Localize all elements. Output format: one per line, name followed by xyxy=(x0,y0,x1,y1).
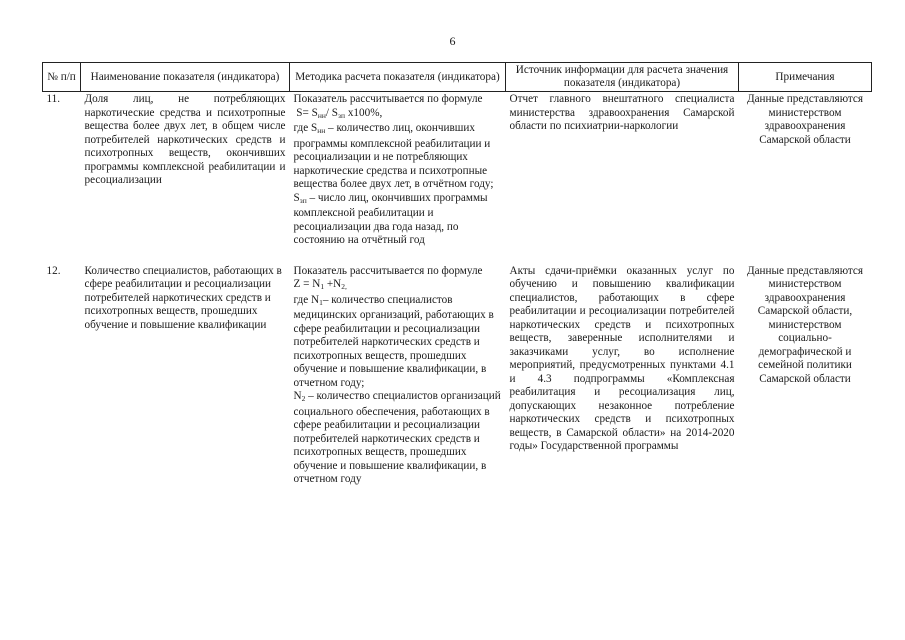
formula: $Z = N_1 +N_{2,}$ xyxy=(293,278,347,291)
table-header-row xyxy=(43,63,872,92)
table-row xyxy=(43,92,872,248)
notes: Данные представляются министерством здравоохранения Самарской области, министерством социально-демографической и семейной политики Самарской области xyxy=(746,264,864,385)
header-notes: Примечания xyxy=(739,63,872,92)
calc-method xyxy=(290,92,506,248)
formula: $S= S_{нн}/$ $S_{зп}$ x100%, xyxy=(296,106,383,120)
method-intro: Показатель рассчитывается по формуле xyxy=(293,93,483,105)
header-method: Методика расчета показателя (индикатора) xyxy=(290,63,506,92)
formula-definition: где $N_1-$ количество специалистов медицинских организаций, работающих в сфере реабилитации и ресоциализации потребителей наркотических средств и психотропных веществ, прошедших обучение и повышение квалификации, в отчетном году; xyxy=(293,293,494,389)
calc-method xyxy=(290,264,506,487)
row-num: 11. xyxy=(46,93,61,105)
row-spacer xyxy=(43,248,872,264)
formula-definition: $N_2$ – количество специалистов организаций социального обеспечения, работающих в сфере реабилитации и ресоциализации потребителей наркотических средств и психотропных веществ, прошедших обучение и повышение квалификации, в отчетном году xyxy=(293,390,501,485)
header-num: № п/п xyxy=(43,63,81,92)
notes: Данные представляются министерством здравоохранения Самарской области xyxy=(746,93,864,146)
indicator-table xyxy=(42,62,872,487)
indicator-name: Количество специалистов, работающих в сфере реабилитации и ресоциализации потребителей наркотических средств и психотропных веществ, прошедших обучение и повышение квалификации xyxy=(84,264,282,331)
formula-definition: $S_{зп}$ – число лиц, окончивших программы комплексной реабилитации и ресоциализации два года назад, по состоянию на отчётный год xyxy=(293,191,488,246)
formula-definition: где $S_{нн}$ – количество лиц, окончивших программы комплексной реабилитации и ресоциализации и не потребляющих наркотические средства и психотропные вещества более двух лет, в отчётном году; xyxy=(293,122,494,190)
page-number: 6 xyxy=(449,34,456,48)
header-source: Источник информации для расчета значения показателя (индикатора) xyxy=(506,63,739,92)
info-source: Отчет главного внештатного специалиста министерства здравоохранения Самарской области по психиатрии-наркологии xyxy=(509,93,735,132)
method-intro: Показатель рассчитывается по формуле xyxy=(293,264,483,277)
row-num: 12. xyxy=(46,264,61,277)
table-row xyxy=(43,264,872,487)
indicator-name: Доля лиц, не потребляющих наркотические средства и психотропные вещества более двух лет, в общем числе потребителей наркотических средств и психотропных веществ, окончивших программы комплексной реабилитации и ресоциализации xyxy=(84,93,286,186)
info-source: Акты сдачи-приёмки оказанных услуг по обучению и повышению квалификации специалистов, работающих в сфере реабилитации и ресоциализации потребителей наркотических средств и психотропных веществ, заверенные исполнителями и заказчиками услуг, во исполнение мероприятий, предусмотренных пунктами 4.1 и 4.3 подпрограммы «Комплексная реабилитация и ресоциализация лиц, допускающих незаконное потребление наркотических средств и психотропных веществ, в Самарской области» на 2014-2020 годы» Государственной программы xyxy=(509,264,735,452)
header-name: Наименование показателя (индикатора) xyxy=(81,63,290,92)
